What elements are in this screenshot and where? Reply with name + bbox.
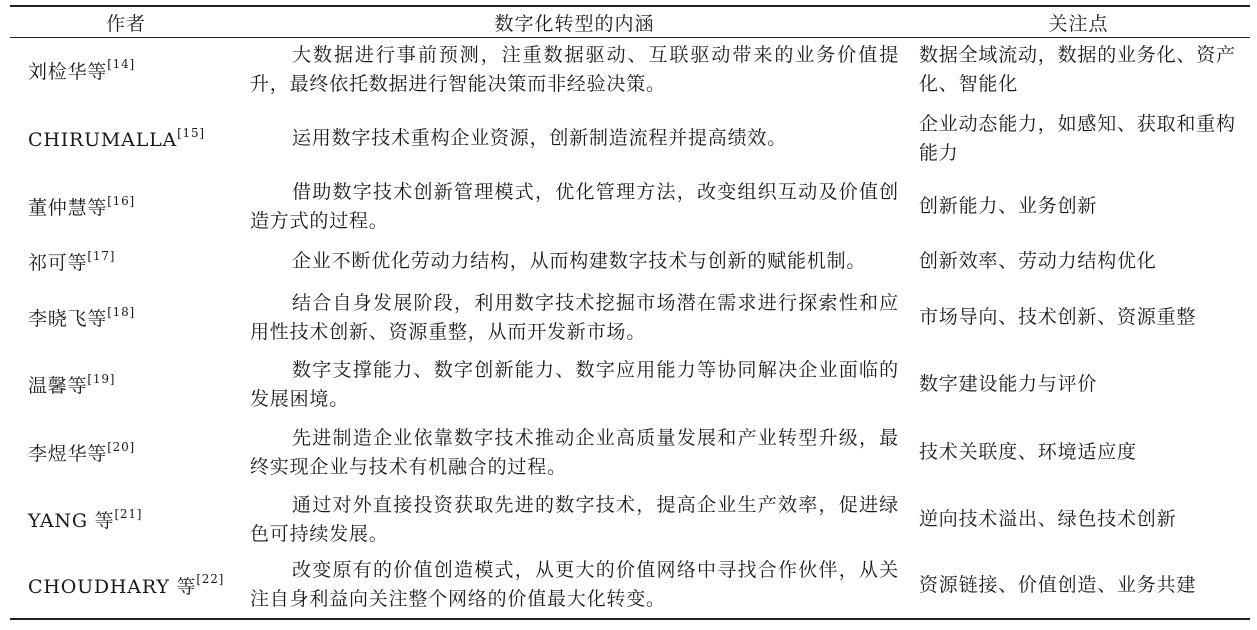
meaning-cell: 数字支撑能力、数字创新能力、数字应用能力等协同解决企业面临的发展困境。 bbox=[250, 358, 899, 410]
author-cell bbox=[10, 285, 242, 351]
author-name: 董仲慧等 bbox=[28, 197, 108, 219]
author-name: YANG 等 bbox=[28, 510, 115, 532]
table-row bbox=[10, 239, 1250, 285]
table-row bbox=[10, 553, 1250, 619]
literature-table bbox=[10, 5, 1250, 620]
focus-cell: 数据全域流动，数据的业务化、资产化、智能化 bbox=[919, 44, 1236, 96]
meaning-cell: 通过对外直接投资获取先进的数字技术，提高企业生产效率，促进绿色可持续发展。 bbox=[250, 493, 899, 545]
focus-cell: 市场导向、技术创新、资源重整 bbox=[919, 306, 1197, 328]
meaning-cell: 企业不断优化劳动力结构，从而构建数字技术与创新的赋能机制。 bbox=[292, 250, 867, 272]
reference-number: [20] bbox=[107, 439, 136, 454]
reference-number: [17] bbox=[87, 248, 116, 263]
table-row bbox=[10, 38, 1250, 103]
meaning-cell: 借助数字技术创新管理模式，优化管理方法，改变组织互动及价值创造方式的过程。 bbox=[250, 180, 899, 232]
focus-cell: 资源链接、价值创造、业务共建 bbox=[919, 573, 1197, 596]
author-cell bbox=[10, 175, 242, 239]
focus-cell: 逆向技术溢出、绿色技术创新 bbox=[919, 508, 1177, 530]
header-focus: 关注点 bbox=[1048, 12, 1109, 35]
author-name: 祁可等 bbox=[28, 252, 88, 274]
header-author: 作者 bbox=[105, 12, 146, 35]
header-row bbox=[10, 6, 1250, 38]
focus-cell: 数字建设能力与评价 bbox=[919, 373, 1098, 395]
meaning-cell: 改变原有的价值创造模式，从更大的价值网络中寻找合作伙伴，从关注自身利益向关注整个网络的价值最大化转变。 bbox=[250, 559, 899, 610]
reference-number: [15] bbox=[177, 125, 205, 140]
meaning-cell: 大数据进行事前预测，注重数据驱动、互联驱动带来的业务价值提升，最终依托数据进行智能决策而非经验决策。 bbox=[250, 44, 899, 96]
reference-number: [22] bbox=[196, 572, 225, 587]
table-row bbox=[10, 175, 1250, 239]
author-cell bbox=[10, 419, 242, 487]
author-cell bbox=[10, 103, 242, 175]
table-row bbox=[10, 351, 1250, 419]
author-name: 李煜华等 bbox=[28, 443, 108, 465]
table-row bbox=[10, 285, 1250, 351]
meaning-cell: 先进制造企业依靠数字技术推动企业高质量发展和产业转型升级，最终实现企业与技术有机融合的过程。 bbox=[250, 426, 899, 478]
author-cell bbox=[10, 38, 242, 103]
table-row bbox=[10, 419, 1250, 487]
author-cell bbox=[10, 487, 242, 553]
reference-number: [19] bbox=[87, 371, 116, 386]
author-cell bbox=[10, 351, 242, 419]
meaning-cell: 结合自身发展阶段，利用数字技术挖掘市场潜在需求进行探索性和应用性技术创新、资源重整，从而开发新市场。 bbox=[250, 291, 899, 343]
header-meaning: 数字化转型的内涵 bbox=[494, 12, 655, 35]
focus-cell: 技术关联度、环境适应度 bbox=[919, 441, 1137, 463]
focus-cell: 创新效率、劳动力结构优化 bbox=[919, 250, 1157, 272]
author-name: 刘检华等 bbox=[28, 60, 108, 83]
author-name: CHIRUMALLA bbox=[28, 129, 178, 151]
reference-number: [16] bbox=[107, 193, 136, 208]
focus-cell: 企业动态能力，如感知、获取和重构能力 bbox=[919, 112, 1236, 164]
reference-number: [18] bbox=[107, 304, 136, 319]
reference-number: [14] bbox=[107, 57, 136, 72]
table-row bbox=[10, 103, 1250, 175]
author-name: CHOUDHARY 等 bbox=[28, 575, 197, 598]
focus-cell: 创新能力、业务创新 bbox=[919, 195, 1098, 217]
author-name: 温馨等 bbox=[28, 375, 88, 397]
author-name: 李晓飞等 bbox=[28, 308, 108, 330]
table-row bbox=[10, 487, 1250, 553]
meaning-cell: 运用数字技术重构企业资源，创新制造流程并提高绩效。 bbox=[292, 127, 788, 149]
author-cell bbox=[10, 553, 242, 619]
reference-number: [21] bbox=[114, 506, 143, 521]
author-cell bbox=[10, 239, 242, 285]
